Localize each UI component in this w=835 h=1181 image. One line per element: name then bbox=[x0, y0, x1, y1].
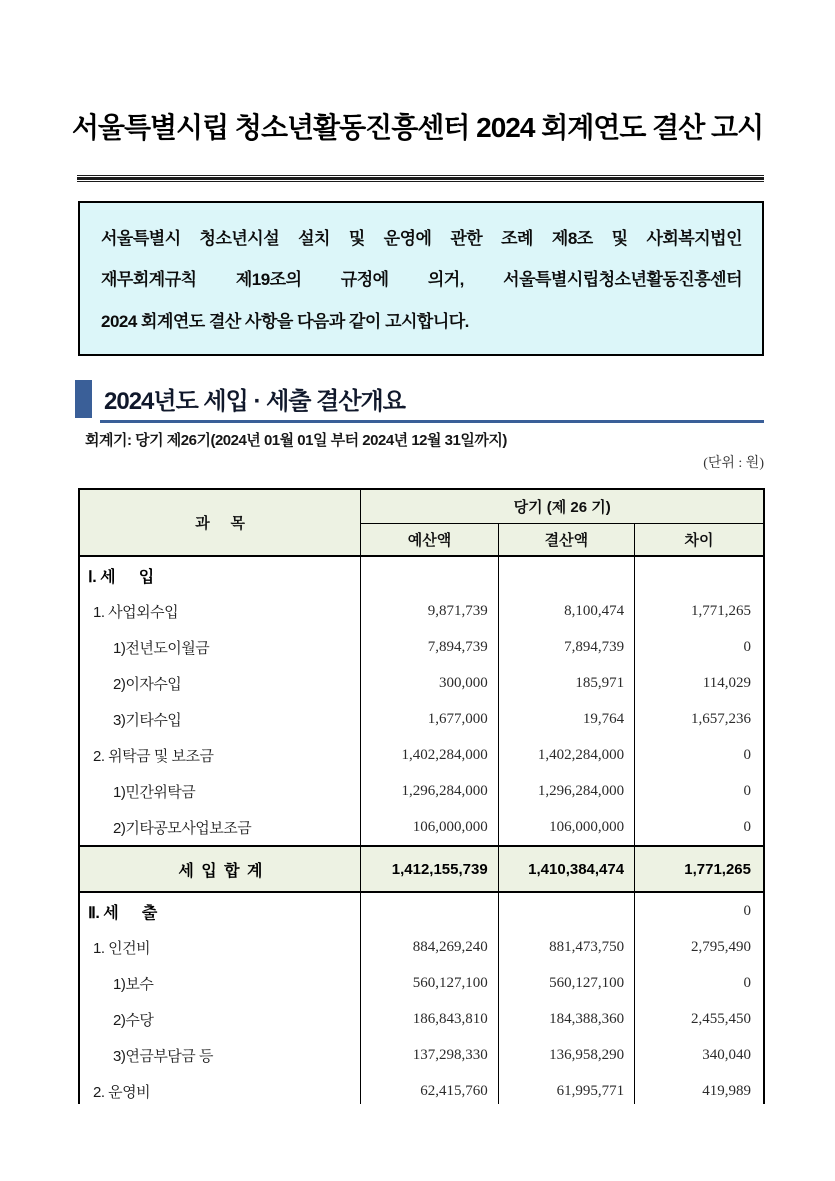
diff-cell: 0 bbox=[635, 773, 764, 809]
label-cell: 1)민간위탁금 bbox=[113, 783, 196, 801]
diff-cell: 0 bbox=[635, 809, 764, 846]
label-cell: 2)이자수입 bbox=[113, 675, 182, 693]
label-cell: Ⅰ. 세 입 bbox=[88, 568, 154, 586]
diff-cell: 0 bbox=[635, 965, 764, 1001]
settlement-cell: 185,971 bbox=[498, 665, 634, 701]
notice-line-3: 2024 회계연도 결산 사항을 다음과 같이 고시합니다. bbox=[101, 311, 469, 331]
budget-cell: 7,894,739 bbox=[361, 629, 498, 665]
label-cell: 1)보수 bbox=[113, 975, 154, 993]
table-row bbox=[79, 809, 764, 846]
section-underline bbox=[100, 420, 764, 423]
table-row bbox=[79, 892, 764, 929]
settlement-cell: 19,764 bbox=[498, 701, 634, 737]
label-cell: 1. 사업외수입 bbox=[93, 603, 179, 621]
diff-cell: 2,795,490 bbox=[635, 929, 764, 965]
page-title: 서울특별시립 청소년활동진흥센터 2024 회계연도 결산 고시 bbox=[71, 112, 764, 143]
diff-cell: 1,657,236 bbox=[635, 701, 764, 737]
settlement-cell bbox=[498, 556, 634, 593]
label-cell: 세 입 합 계 bbox=[79, 846, 361, 892]
diff-cell: 0 bbox=[635, 737, 764, 773]
label-cell: 2)수당 bbox=[113, 1011, 154, 1029]
table-row bbox=[79, 593, 764, 629]
section-heading: 2024년도 세입 · 세출 결산개요 bbox=[104, 388, 405, 415]
settlement-cell: 881,473,750 bbox=[498, 929, 634, 965]
settlement-table-wrap bbox=[78, 488, 765, 1104]
settlement-cell: 1,296,284,000 bbox=[498, 773, 634, 809]
table-row bbox=[79, 773, 764, 809]
settlement-cell: 8,100,474 bbox=[498, 593, 634, 629]
notice-line-2: 재무회계규칙 제19조의 규정에 의거, 서울특별시립청소년활동진흥센터 bbox=[101, 270, 742, 289]
notice-line-1: 서울특별시 청소년시설 설치 및 운영에 관한 조례 제8조 및 사회복지법인 bbox=[101, 228, 742, 248]
table-header bbox=[79, 489, 764, 556]
diff-cell: 2,455,450 bbox=[635, 1001, 764, 1037]
table-row bbox=[79, 665, 764, 701]
table-row bbox=[79, 846, 764, 892]
budget-cell: 106,000,000 bbox=[361, 809, 498, 846]
settlement-cell: 7,894,739 bbox=[498, 629, 634, 665]
budget-cell: 1,412,155,739 bbox=[361, 846, 498, 892]
settlement-cell: 106,000,000 bbox=[498, 809, 634, 846]
budget-cell: 884,269,240 bbox=[361, 929, 498, 965]
table-header-budget: 예산액 bbox=[361, 524, 498, 557]
table-row bbox=[79, 556, 764, 593]
settlement-cell: 560,127,100 bbox=[498, 965, 634, 1001]
table-header-settlement: 결산액 bbox=[498, 524, 634, 557]
table-row bbox=[79, 737, 764, 773]
fiscal-period: 회계기: 당기 제26기(2024년 01월 01일 부터 2024년 12월 31일까지) bbox=[85, 432, 507, 449]
notice-box bbox=[78, 201, 764, 356]
table-row bbox=[79, 1001, 764, 1037]
budget-cell: 300,000 bbox=[361, 665, 498, 701]
section-accent-bar bbox=[75, 380, 92, 418]
settlement-cell: 136,958,290 bbox=[498, 1037, 634, 1073]
diff-cell: 419,989 bbox=[635, 1073, 764, 1104]
settlement-cell: 1,410,384,474 bbox=[498, 846, 634, 892]
settlement-table bbox=[78, 488, 765, 1104]
table-header-subject: 과 목 bbox=[79, 489, 361, 556]
table-row bbox=[79, 701, 764, 737]
table-body bbox=[79, 556, 764, 1104]
budget-cell: 1,677,000 bbox=[361, 701, 498, 737]
title-divider bbox=[77, 175, 764, 182]
budget-cell: 9,871,739 bbox=[361, 593, 498, 629]
budget-cell: 62,415,760 bbox=[361, 1073, 498, 1104]
diff-cell: 1,771,265 bbox=[635, 593, 764, 629]
table-row bbox=[79, 1037, 764, 1073]
diff-cell: 0 bbox=[635, 892, 764, 929]
table-header-period: 당기 (제 26 기) bbox=[361, 489, 764, 524]
label-cell: 1. 인건비 bbox=[93, 939, 151, 957]
diff-cell: 114,029 bbox=[635, 665, 764, 701]
label-cell: 1)전년도이월금 bbox=[113, 639, 210, 657]
settlement-cell bbox=[498, 892, 634, 929]
divider-thin-line-top bbox=[77, 175, 764, 176]
settlement-cell: 61,995,771 bbox=[498, 1073, 634, 1104]
label-cell: 2. 위탁금 및 보조금 bbox=[93, 747, 214, 765]
diff-cell: 340,040 bbox=[635, 1037, 764, 1073]
diff-cell: 1,771,265 bbox=[635, 846, 764, 892]
label-cell: 3)기타수입 bbox=[113, 711, 182, 729]
budget-cell: 1,402,284,000 bbox=[361, 737, 498, 773]
unit-label: (단위 : 원) bbox=[703, 456, 764, 471]
label-cell: 2)기타공모사업보조금 bbox=[113, 819, 252, 837]
label-cell: 3)연금부담금 등 bbox=[113, 1047, 213, 1065]
divider-thin-line-bottom bbox=[77, 181, 764, 182]
label-cell: 2. 운영비 bbox=[93, 1083, 151, 1101]
budget-cell bbox=[361, 892, 498, 929]
table-row bbox=[79, 965, 764, 1001]
table-header-diff: 차이 bbox=[635, 524, 764, 557]
budget-cell: 186,843,810 bbox=[361, 1001, 498, 1037]
table-row bbox=[79, 929, 764, 965]
settlement-cell: 1,402,284,000 bbox=[498, 737, 634, 773]
budget-cell bbox=[361, 556, 498, 593]
budget-cell: 560,127,100 bbox=[361, 965, 498, 1001]
table-row bbox=[79, 1073, 764, 1104]
diff-cell: 0 bbox=[635, 629, 764, 665]
label-cell: Ⅱ. 세 출 bbox=[88, 904, 157, 922]
settlement-cell: 184,388,360 bbox=[498, 1001, 634, 1037]
budget-cell: 1,296,284,000 bbox=[361, 773, 498, 809]
budget-cell: 137,298,330 bbox=[361, 1037, 498, 1073]
table-row bbox=[79, 629, 764, 665]
diff-cell bbox=[635, 556, 764, 593]
divider-thick-line bbox=[77, 177, 764, 180]
